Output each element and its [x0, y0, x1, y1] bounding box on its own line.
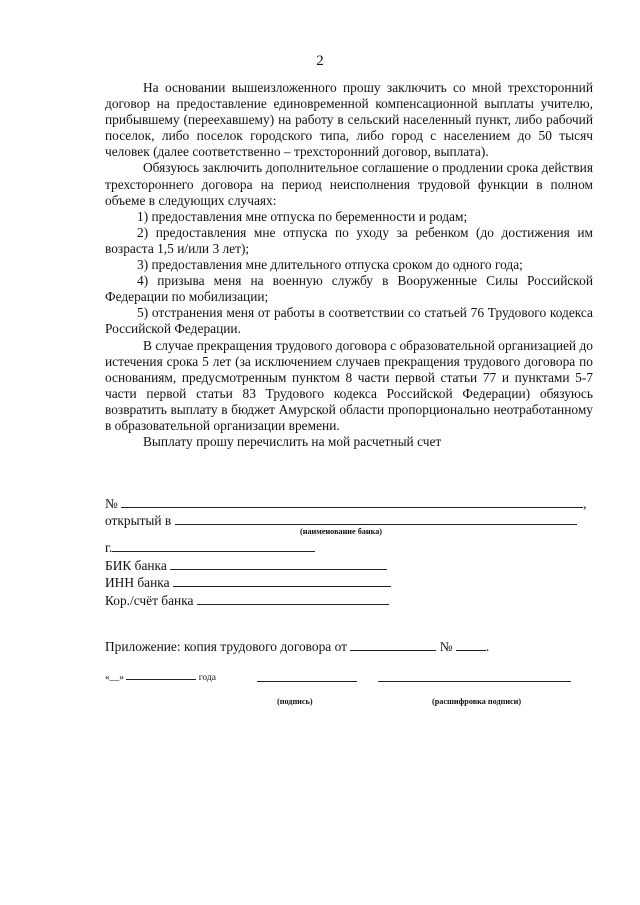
signature-line — [257, 681, 357, 682]
attachment-no-blank — [456, 638, 486, 651]
account-number-row — [105, 495, 587, 512]
inn-label: ИНН банка — [105, 575, 170, 590]
paragraph: В случае прекращения трудового договора с образовательной организацией до истечения срока 5 лет (за исключением случаев прекращения трудового договора по основаниям, предусмотренным пунктом 8 части первой статьи 77 и пунктами 5-7 части первой статьи 83 Трудового кодекса Российской Федерации) обязуюсь возвратить выплату в бюджет Амурской области пропорционально неотработанному в образовательной организации времени. — [105, 337, 593, 433]
list-item: 4) призыва меня на военную службу в Вооруженные Силы Российской Федерации по мобилизации; — [105, 273, 593, 305]
list-item: 3) предоставления мне длительного отпуска сроком до одного года; — [137, 257, 523, 273]
bik-label: БИК банка — [105, 558, 167, 573]
list-item: 2) предоставления мне отпуска по уходу за ребенком (до достижения им возраста 1,5 и/или 3 лет); — [105, 224, 593, 256]
date-row — [105, 670, 216, 684]
signature-decoding-caption: (расшифровка подписи) — [432, 697, 522, 706]
corr-account-label: Кор./счёт банка — [105, 593, 194, 608]
attachment-date-blank — [350, 638, 436, 651]
paragraph: Обязуюсь заключить дополнительное соглашение о продлении срока действия трехстороннего договора на период неисполнения трудовой функции в полном объеме в следующих случаях: — [105, 160, 593, 208]
city-row — [105, 539, 315, 556]
attachment-text: Приложение: копия трудового договора от — [105, 639, 347, 654]
account-number-comma: , — [583, 496, 587, 511]
document-body — [105, 80, 593, 450]
corr-account-blank — [197, 592, 389, 605]
list-item: 5) отстранения меня от работы в соответствии со статьей 76 Трудового кодекса Российской Федерации. — [105, 305, 593, 337]
signature-caption: (подпись) — [277, 697, 313, 706]
inn-blank — [173, 574, 391, 587]
attachment-row — [105, 638, 489, 655]
list-item: 1) предоставления мне отпуска по беременности и родам; — [137, 208, 468, 224]
bank-name-caption: (наименование банка) — [300, 527, 383, 536]
date-year-label: года — [198, 673, 216, 683]
paragraph: На основании вышеизложенного прошу заключить со мной трехсторонний договор на предоставление единовременной компенсационной выплаты учителю, прибывшему (переехавшему) на работу в сельский населенный пункт, либо рабочий поселок, либо поселок городского типа, либо город с населением до 50 тысяч человек (далее соответственно – трехсторонний договор, выплата). — [105, 80, 593, 160]
paragraph: Выплату прошу перечислить на мой расчетный счет — [143, 434, 442, 450]
signature-decoding-line — [378, 681, 571, 682]
date-day: «__» — [105, 673, 124, 683]
account-number-label: № — [105, 496, 118, 511]
city-label: г. — [105, 540, 113, 555]
opened-in-label: открытый в — [105, 513, 172, 528]
bank-name-blank — [175, 512, 577, 525]
account-number-blank — [121, 495, 583, 508]
city-blank — [112, 539, 315, 552]
attachment-end: . — [485, 639, 490, 654]
page-number: 2 — [316, 53, 324, 69]
bik-blank — [170, 557, 387, 570]
corr-account-row — [105, 592, 389, 609]
bik-row — [105, 557, 387, 574]
date-month-blank — [126, 670, 196, 680]
attachment-no-label: № — [439, 639, 453, 654]
inn-row — [105, 574, 391, 591]
